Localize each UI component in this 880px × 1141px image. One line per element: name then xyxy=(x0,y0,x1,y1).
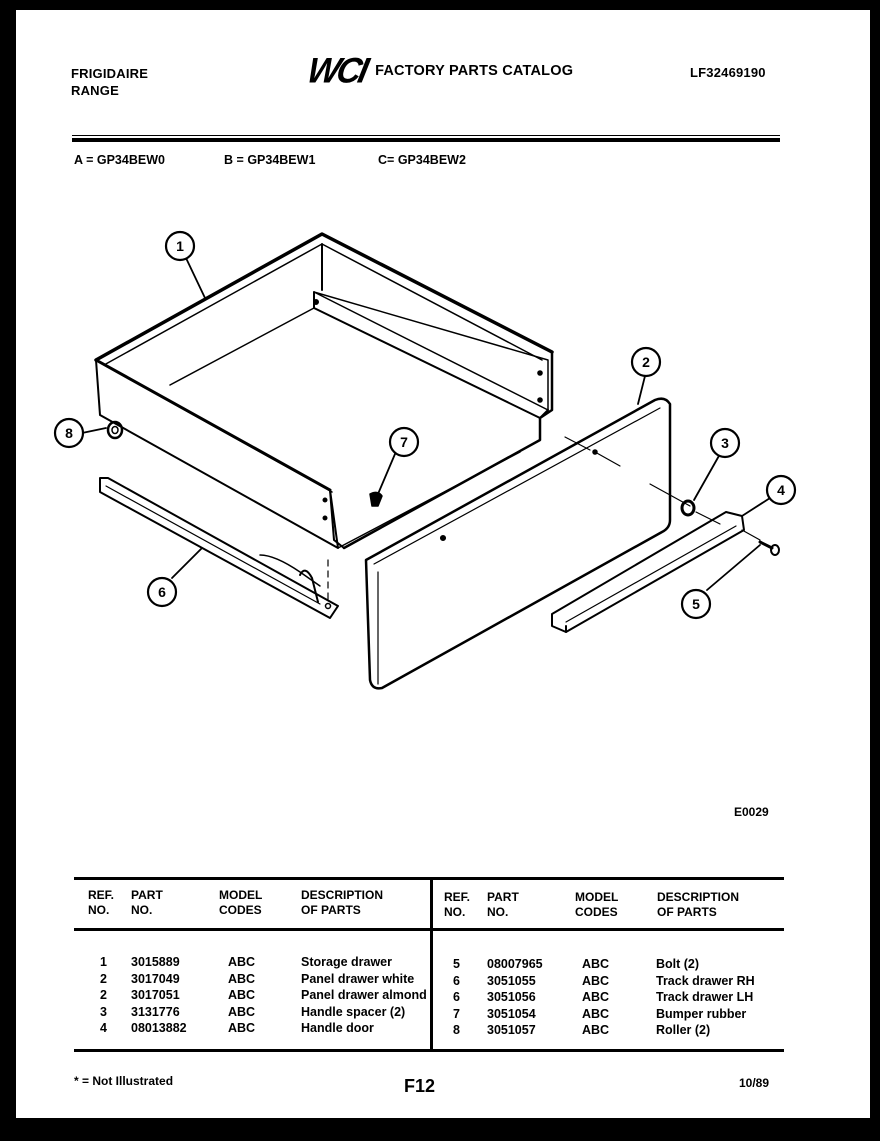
header-model-codes: MODEL CODES xyxy=(219,888,263,917)
svg-text:1: 1 xyxy=(176,238,184,254)
model-b: B = GP34BEW1 xyxy=(224,153,316,167)
model-a: A = GP34BEW0 xyxy=(74,153,165,167)
callout-7 xyxy=(390,428,418,456)
handle-spacer-drawing xyxy=(682,501,694,515)
bumper-rubber-drawing xyxy=(370,492,382,506)
figure-code: E0029 xyxy=(734,805,769,819)
callout-3 xyxy=(711,429,739,457)
table-row: 6 xyxy=(453,973,460,988)
table-row: 1 xyxy=(100,955,107,969)
callout-4 xyxy=(767,476,795,504)
col-desc-left: Storage drawer Panel drawer white Panel drawer almond Handle spacer (2) Handle door xyxy=(301,955,427,1035)
table-header-rule xyxy=(74,928,784,931)
table-row: 5 xyxy=(453,957,460,971)
bolt-drawing xyxy=(742,530,779,555)
model-c: C= GP34BEW2 xyxy=(378,153,466,167)
product-type: RANGE xyxy=(71,83,119,98)
header-description: DESCRIPTION OF PARTS xyxy=(301,888,384,917)
col-part-left: 3015889 3017049 3017051 3131776 08013882 xyxy=(131,955,187,1035)
document-number: LF32469190 xyxy=(690,65,766,80)
svg-text:3: 3 xyxy=(721,435,729,451)
manufacturer-name: FRIGIDAIRE xyxy=(71,66,149,81)
catalog-title: FACTORY PARTS CATALOG xyxy=(375,63,574,79)
table-row: 4 xyxy=(100,1021,107,1035)
callout-5 xyxy=(682,590,710,618)
callout-6 xyxy=(148,578,176,606)
catalog-page xyxy=(16,10,870,1118)
header-part-no-right: PART NO. xyxy=(487,890,519,919)
header-description-right: DESCRIPTION OF PARTS xyxy=(657,890,740,919)
table-top-rule xyxy=(74,877,784,880)
col-ref-right xyxy=(453,956,460,1039)
page-id: F12 xyxy=(404,1076,436,1096)
header-ref-no: REF. NO. xyxy=(88,888,115,917)
col-ref-left xyxy=(100,954,107,1037)
table-row: 8 xyxy=(453,1023,460,1037)
header-part-no: PART NO. xyxy=(131,888,163,917)
table-row: 2 xyxy=(100,988,107,1002)
callout-2 xyxy=(632,348,660,376)
catalog-date: 10/89 xyxy=(739,1076,770,1090)
col-codes-left: ABC ABC ABC ABC ABC xyxy=(228,955,256,1035)
storage-drawer-drawing xyxy=(96,234,552,548)
svg-text:6: 6 xyxy=(158,584,166,600)
table-divider xyxy=(430,877,433,1052)
callout-1 xyxy=(166,232,194,260)
handle-door-drawing xyxy=(552,512,744,632)
col-part-right: 08007965 3051055 3051056 3051054 3051057 xyxy=(487,957,543,1037)
col-desc-right: Bolt (2) Track drawer RH Track drawer LH Bumper rubber Roller (2) xyxy=(656,957,755,1037)
track-drawer-drawing xyxy=(100,478,338,618)
table-row: 2 xyxy=(100,971,107,986)
table-row: 3 xyxy=(100,1004,107,1019)
svg-text:7: 7 xyxy=(400,434,408,450)
table-row: 6 xyxy=(453,990,460,1004)
table-row: 7 xyxy=(453,1006,460,1021)
wci-logo: WCI xyxy=(303,51,370,91)
col-codes-right: ABC ABC ABC ABC ABC xyxy=(582,957,610,1037)
header-ref-no-right: REF. NO. xyxy=(444,890,471,919)
svg-text:5: 5 xyxy=(692,596,700,612)
svg-text:2: 2 xyxy=(642,354,650,370)
table-bottom-rule xyxy=(74,1049,784,1052)
callout-leaders xyxy=(82,258,770,590)
not-illustrated-note: * = Not Illustrated xyxy=(74,1074,174,1088)
callout-8 xyxy=(55,419,83,447)
header-model-codes-right: MODEL CODES xyxy=(575,890,619,919)
exploded-parts-diagram xyxy=(16,10,870,870)
svg-text:8: 8 xyxy=(65,425,73,441)
svg-text:4: 4 xyxy=(777,482,785,498)
